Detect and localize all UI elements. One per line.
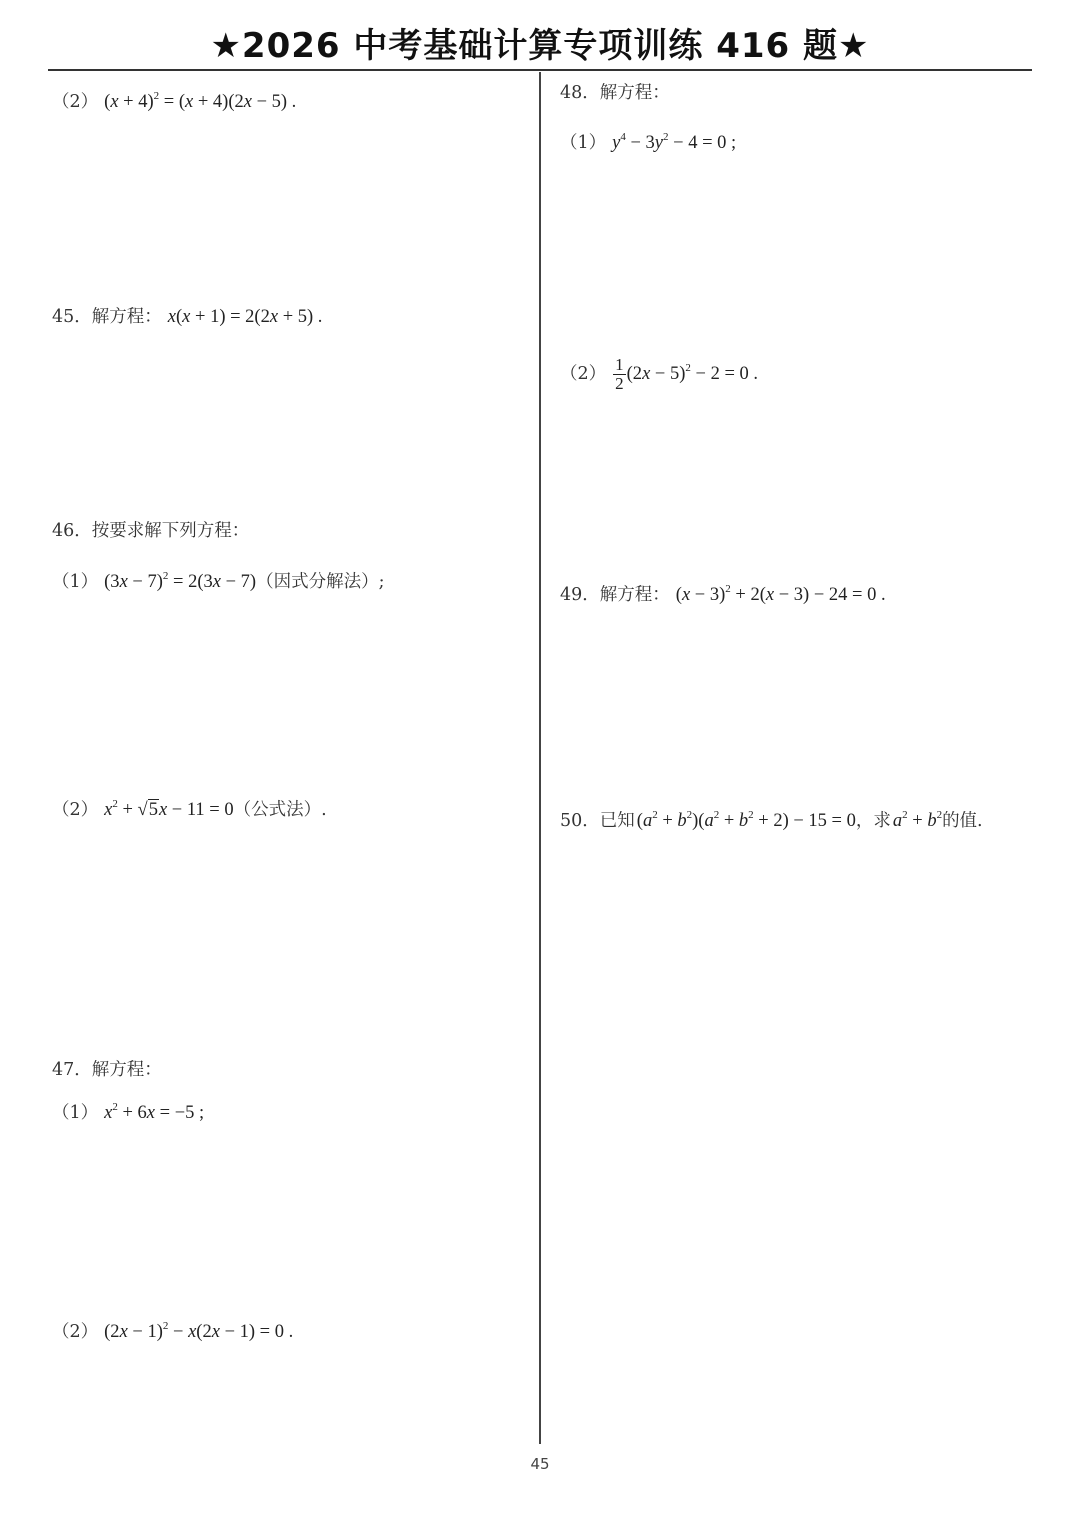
- q46-part1: [52, 570, 384, 594]
- q48-part1-equation: $y^4 - 3y^2 - 4 = 0$ ;: [612, 131, 737, 153]
- q46-part2-method: （公式法）.: [233, 800, 327, 820]
- q45-label: 45．解方程：: [52, 307, 162, 327]
- q47-part1-equation: $x^2 + 6x = -5$ ;: [104, 1101, 205, 1123]
- q47-heading: [52, 1058, 162, 1082]
- q48-label: 48．解方程：: [560, 83, 670, 103]
- q48-part2: [560, 356, 758, 393]
- q50-equation: $(a^2 + b^2)(a^2 + b^2 + 2) - 15 = 0$: [636, 809, 856, 831]
- q47-part1-label: （1）: [52, 1103, 99, 1123]
- one-half-fraction: $\frac{1}{2}$: [615, 355, 624, 393]
- q46-part1-equation: $(3x - 7)^2 = 2(3x - 7)$: [104, 570, 257, 592]
- q47-label: 47．解方程：: [52, 1060, 162, 1080]
- q49: [560, 583, 886, 607]
- q48-part1: [560, 131, 736, 155]
- q44-part2: [52, 90, 296, 114]
- q44-part2-label: （2）: [52, 92, 99, 112]
- q49-label: 49．解方程：: [560, 585, 670, 605]
- q47-part1: [52, 1101, 204, 1125]
- q46-label: 46．按要求解下列方程：: [52, 521, 250, 541]
- q50-middle: ，求: [855, 811, 891, 831]
- q46-part2-label: （2）: [52, 800, 99, 820]
- q45: [52, 305, 322, 329]
- q46-part1-label: （1）: [52, 572, 99, 592]
- q46-part2-equation: $x^2 + √5x - 11 = 0$: [104, 798, 234, 820]
- q50-expression: $a^2 + b^2$: [892, 809, 943, 831]
- q46-heading: [52, 519, 249, 543]
- q46-part2: [52, 798, 327, 822]
- q46-part1-method: （因式分解法）;: [256, 572, 385, 592]
- q50: [560, 809, 983, 833]
- q48-part2-label: （2）: [560, 363, 607, 384]
- q49-equation: $(x - 3)^2 + 2(x - 3) - 24 = 0$ .: [675, 583, 886, 605]
- q48-part2-equation: $\frac{1}{2}$ $(2x - 5)^2 - 2 = 0$ .: [615, 355, 759, 393]
- q50-prefix: 50．已知: [560, 811, 635, 831]
- page-number: 45: [530, 1455, 550, 1473]
- q47-part2: [52, 1320, 293, 1344]
- page-title: ★2026 中考基础计算专项训练 416 题★: [210, 26, 870, 66]
- header-rule: [48, 69, 1032, 71]
- q45-equation: x(x + 1) = 2(2x + 5) .: [167, 307, 323, 327]
- q48-heading: [560, 81, 670, 105]
- q44-part2-equation: $(x + 4)^2 = (x + 4)(2x - 5)$ .: [104, 90, 297, 112]
- q47-part2-equation: $(2x - 1)^2 - x(2x - 1) = 0$ .: [104, 1320, 294, 1342]
- q48-part1-label: （1）: [560, 133, 607, 153]
- q47-part2-label: （2）: [52, 1322, 99, 1342]
- column-divider: [539, 72, 541, 1444]
- q50-suffix: 的值.: [942, 811, 983, 831]
